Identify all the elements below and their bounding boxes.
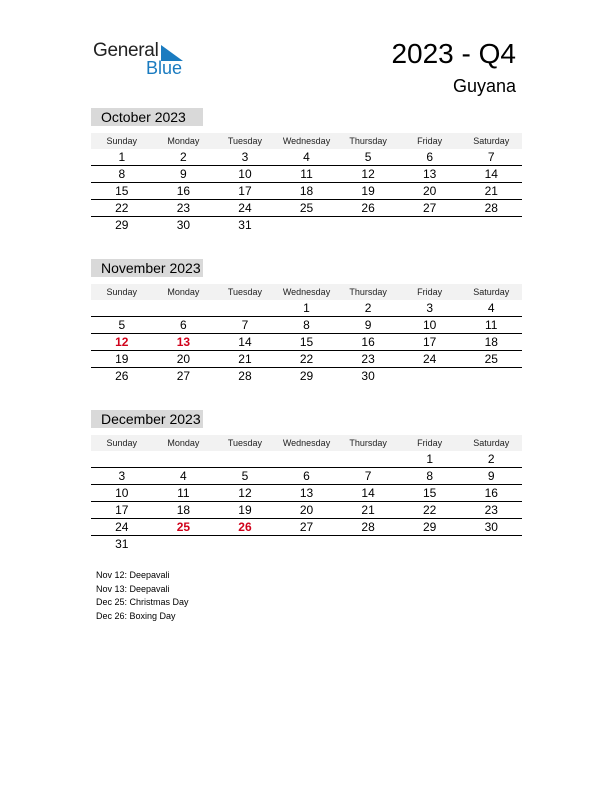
day-cell: 16	[484, 486, 498, 500]
week-row	[91, 200, 522, 217]
day-name: Sunday	[106, 136, 138, 146]
day-cell: 5	[241, 469, 249, 483]
day-cell: 26	[361, 201, 375, 215]
day-name: Friday	[417, 136, 443, 146]
day-cell	[460, 368, 522, 384]
day-name: Wednesday	[282, 287, 331, 297]
day-name: Friday	[417, 287, 443, 297]
day-cell: 20	[299, 503, 314, 517]
day-cell: 16	[361, 335, 375, 349]
day-cell: 18	[299, 184, 314, 198]
day-cell: 9	[364, 318, 372, 332]
day-cell: 25	[299, 201, 314, 215]
day-cell: 22	[423, 503, 437, 517]
day-cell	[399, 217, 461, 233]
day-cell: 15	[423, 486, 437, 500]
day-cell: 10	[423, 318, 437, 332]
day-cell	[337, 217, 399, 233]
day-cell: 21	[484, 184, 498, 198]
day-cell: 3	[241, 150, 249, 164]
day-name: Friday	[417, 438, 443, 448]
day-cell: 8	[118, 167, 126, 181]
day-cell: 9	[180, 167, 187, 181]
day-cell: 3	[426, 301, 434, 315]
day-cell: 10	[115, 486, 129, 500]
week-row	[91, 468, 522, 485]
day-cell	[153, 451, 215, 467]
day-cell: 21	[361, 503, 375, 517]
week-row	[91, 217, 522, 233]
day-cell: 1	[118, 150, 126, 164]
day-cell: 2	[364, 301, 372, 315]
day-cell: 18	[484, 335, 498, 349]
day-name: Monday	[167, 136, 200, 146]
day-name: Tuesday	[227, 136, 263, 146]
day-cell: 23	[361, 352, 375, 366]
day-cell: 4	[180, 469, 187, 483]
day-cell: 19	[361, 184, 375, 198]
day-cell: 13	[299, 486, 314, 500]
day-cell: 29	[115, 218, 129, 232]
day-cell: 24	[238, 201, 252, 215]
day-cell: 27	[423, 201, 437, 215]
day-cell: 27	[299, 520, 314, 534]
day-cell: 19	[115, 352, 129, 366]
day-cell: 18	[176, 503, 191, 517]
day-name: Wednesday	[282, 438, 331, 448]
day-cell: 12	[238, 486, 252, 500]
day-cell	[153, 300, 215, 316]
day-cell: 12	[361, 167, 375, 181]
month-december	[91, 410, 522, 552]
day-name: Thursday	[349, 136, 387, 146]
day-cell: 3	[118, 469, 126, 483]
day-name: Tuesday	[227, 438, 263, 448]
day-name: Monday	[167, 438, 200, 448]
day-cell: 28	[238, 369, 252, 383]
day-cell: 28	[361, 520, 375, 534]
day-cell: 6	[303, 469, 310, 483]
day-cell: 28	[484, 201, 498, 215]
day-cell: 2	[180, 150, 187, 164]
day-cell: 24	[423, 352, 437, 366]
week-row	[91, 317, 522, 334]
day-cell: 5	[118, 318, 126, 332]
day-cell	[399, 368, 461, 384]
day-cell: 15	[299, 335, 314, 349]
day-cell: 31	[115, 537, 129, 551]
day-cell: 6	[426, 150, 434, 164]
day-cell: 1	[426, 452, 434, 466]
day-cell: 31	[238, 218, 252, 232]
page-title: 2023 - Q4	[391, 38, 516, 69]
week-row	[91, 451, 522, 468]
day-cell: 4	[303, 150, 310, 164]
day-cell: 17	[423, 335, 437, 349]
week-row	[91, 485, 522, 502]
logo	[93, 40, 193, 80]
month-october	[91, 108, 522, 233]
week-row	[91, 502, 522, 519]
day-cell: 24	[115, 520, 129, 534]
day-cell: 7	[487, 150, 495, 164]
month-label: November 2023	[91, 259, 203, 277]
week-row	[91, 351, 522, 368]
day-cell	[337, 536, 399, 552]
day-cell: 4	[487, 301, 495, 315]
day-cell	[399, 536, 461, 552]
day-cell	[153, 536, 215, 552]
day-name: Thursday	[349, 438, 387, 448]
day-cell	[214, 536, 276, 552]
day-cell	[460, 536, 522, 552]
week-row	[91, 334, 522, 351]
day-cell: 30	[361, 369, 375, 383]
day-name: Saturday	[473, 136, 510, 146]
day-cell: 11	[300, 167, 313, 181]
day-cell: 17	[238, 184, 252, 198]
day-cell: 2	[487, 452, 495, 466]
month-november	[91, 259, 522, 384]
day-cell: 6	[180, 318, 187, 332]
day-cell: 12	[115, 335, 129, 349]
day-cell: 1	[303, 301, 310, 315]
day-cell: 5	[364, 150, 372, 164]
day-cell: 21	[238, 352, 252, 366]
holiday-entry: Dec 26: Boxing Day	[96, 610, 176, 621]
country-name: Guyana	[452, 76, 516, 96]
day-cell: 30	[176, 218, 191, 232]
day-name: Sunday	[106, 438, 138, 448]
day-cell: 29	[423, 520, 437, 534]
day-cell: 13	[176, 335, 191, 349]
day-cell: 14	[484, 167, 498, 181]
day-cell: 22	[299, 352, 314, 366]
day-name: Wednesday	[282, 136, 331, 146]
logo-blue-text: Blue	[146, 58, 183, 78]
day-cell: 8	[426, 469, 434, 483]
day-cell: 9	[487, 469, 495, 483]
day-cell: 26	[115, 369, 129, 383]
day-cell: 20	[176, 352, 191, 366]
day-cell	[214, 451, 276, 467]
day-name: Saturday	[473, 438, 510, 448]
day-name: Tuesday	[227, 287, 263, 297]
day-name: Monday	[167, 287, 200, 297]
day-cell: 11	[485, 318, 498, 332]
holiday-list	[96, 569, 189, 623]
month-label: December 2023	[91, 410, 203, 428]
day-cell	[91, 300, 153, 316]
day-cell: 23	[484, 503, 498, 517]
day-cell: 23	[176, 201, 191, 215]
day-cell: 14	[238, 335, 252, 349]
day-cell	[460, 217, 522, 233]
day-name: Saturday	[473, 287, 510, 297]
week-row	[91, 368, 522, 384]
day-cell: 11	[177, 486, 190, 500]
day-cell: 25	[484, 352, 498, 366]
day-cell: 30	[484, 520, 498, 534]
day-cell: 20	[423, 184, 437, 198]
day-name: Sunday	[106, 287, 138, 297]
holiday-entry: Nov 13: Deepavali	[96, 583, 170, 594]
day-name: Thursday	[349, 287, 387, 297]
week-row	[91, 149, 522, 166]
holiday-entry: Dec 25: Christmas Day	[96, 597, 189, 607]
day-cell: 27	[176, 369, 191, 383]
day-cell: 22	[115, 201, 129, 215]
day-names-header	[91, 284, 522, 300]
day-cell: 15	[115, 184, 129, 198]
week-row	[91, 519, 522, 536]
day-cell: 14	[361, 486, 375, 500]
day-cell: 8	[303, 318, 310, 332]
month-label: October 2023	[91, 108, 203, 126]
day-cell: 10	[238, 167, 252, 181]
day-cell	[276, 536, 338, 552]
day-cell: 19	[238, 503, 252, 517]
week-row	[91, 536, 522, 552]
day-cell	[276, 451, 338, 467]
day-cell: 7	[364, 469, 372, 483]
day-cell: 25	[176, 520, 191, 534]
day-cell	[91, 451, 153, 467]
day-cell: 29	[299, 369, 314, 383]
day-cell: 7	[241, 318, 249, 332]
day-names-header	[91, 435, 522, 451]
day-cell: 17	[115, 503, 129, 517]
day-cell	[214, 300, 276, 316]
day-cell: 13	[423, 167, 437, 181]
logo-general-text: General	[93, 40, 159, 61]
week-row	[91, 166, 522, 183]
day-cell: 26	[238, 520, 252, 534]
day-cell	[276, 217, 338, 233]
holiday-entry: Nov 12: Deepavali	[96, 570, 170, 580]
week-row	[91, 300, 522, 317]
day-cell	[337, 451, 399, 467]
day-cell: 16	[176, 184, 191, 198]
day-names-header	[91, 133, 522, 149]
week-row	[91, 183, 522, 200]
